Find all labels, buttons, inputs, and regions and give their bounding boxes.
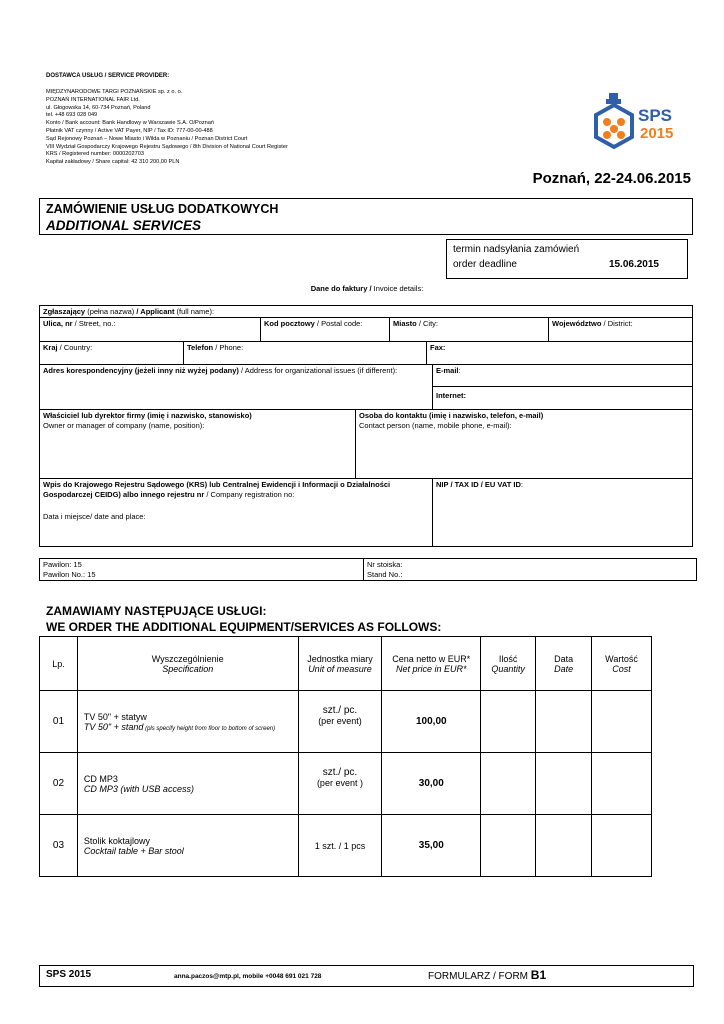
country-field[interactable] — [39, 341, 184, 365]
footer-event: SPS 2015 — [46, 969, 92, 980]
company-registration-field[interactable] — [39, 478, 433, 547]
applicant-label: Zgłaszający — [43, 307, 86, 316]
row-cost-input[interactable] — [592, 815, 652, 877]
row-spec-pl: CD MP3 — [83, 773, 118, 784]
footer-form-code: B1 — [530, 968, 547, 982]
header-price — [382, 637, 481, 691]
stand-label-pl: Nr stoiska: — [367, 560, 403, 569]
form-title-pl: ZAMÓWIENIE USŁUG DODATKOWYCH — [46, 202, 279, 216]
provider-line: MIĘDZYNARODOWE TARGI POZNAŃSKIE sp. z o. o. — [46, 89, 183, 95]
street-label-en: / Street, no.: — [72, 319, 116, 328]
provider-line: KRS / Registered number: 0000202703 — [46, 151, 144, 158]
header-cost-pl: Wartość — [605, 653, 638, 664]
row-lp: 03 — [40, 815, 78, 877]
row-spec-pl: Stolik koktajlowy — [83, 835, 150, 846]
header-price-en: Net price in EUR* — [396, 663, 467, 674]
nip-label: NIP / TAX ID / EU VAT ID — [436, 480, 521, 489]
row-qty-input[interactable] — [481, 753, 536, 815]
row-unit-main: szt./ pc. — [322, 705, 358, 716]
row-spec-en: TV 50" + stand — [83, 721, 144, 732]
row-price: 100,00 — [382, 691, 481, 753]
email-field[interactable] — [432, 364, 693, 387]
provider-line: Konto / Bank account: Bank Handlowy w Warszawie S.A. O/Poznań — [46, 120, 214, 127]
owner-field[interactable] — [39, 409, 356, 479]
header-date — [536, 637, 592, 691]
postal-code-field[interactable] — [260, 317, 390, 342]
stand-label-en: Stand No.: — [367, 570, 403, 579]
postal-label-en: / Postal code: — [314, 319, 363, 328]
provider-line: tel. +48 693 028 049 — [46, 112, 98, 119]
order-heading-en: WE ORDER THE ADDITIONAL EQUIPMENT/SERVICES AS FOLLOWS: — [46, 620, 442, 634]
table-row — [40, 691, 652, 753]
internet-label: Internet: — [436, 391, 466, 400]
row-date-input[interactable] — [536, 753, 592, 815]
header-unit-pl: Jednostka miary — [307, 653, 373, 664]
row-unit-main: szt./ pc. — [322, 767, 358, 778]
row-date-input[interactable] — [536, 815, 592, 877]
row-spec-note: (pls specify height from floor to bottom of screen) — [143, 725, 276, 732]
footer-contact: anna.paczos@mtp.pl, mobile +0048 691 021 728 — [174, 973, 322, 980]
row-unit-sub: (per event) — [318, 716, 362, 726]
header-cost-en: Cost — [612, 663, 631, 674]
footer-box — [39, 965, 694, 987]
deadline-label-pl: termin nadsyłania zamówień — [453, 244, 580, 255]
logo-text-sps: SPS — [638, 106, 673, 125]
pavilion-label-en: Pawilon No.: 15 — [43, 570, 96, 579]
row-lp: 02 — [40, 753, 78, 815]
pavilion-label-pl: Pawilon: 15 — [43, 560, 82, 569]
row-unit — [298, 691, 382, 753]
contact-label: Osoba do kontaktu (imię i nazwisko, telefon, e-mail) — [359, 411, 544, 420]
header-spec — [77, 637, 298, 691]
tax-id-field[interactable] — [432, 478, 693, 547]
table-header-row — [40, 637, 652, 691]
krs-label: Wpis do Krajowego Rejestru Sądowego (KRS) lub Centralnej Ewidencji i Informacji o Działalności Gospodarczej CEIDG) albo innego rejestru nr — [43, 480, 391, 499]
district-label-en: / District: — [601, 319, 633, 328]
city-label: Miasto — [393, 319, 417, 328]
row-spec-pl: TV 50" + statyw — [83, 711, 147, 722]
invoice-label-pl: Dane do faktury / — [310, 284, 372, 293]
header-spec-en: Specification — [162, 663, 214, 674]
logo-hexagon-icon — [596, 93, 632, 147]
row-lp: 01 — [40, 691, 78, 753]
deadline-date: 15.06.2015 — [608, 259, 659, 270]
row-spec — [77, 753, 298, 815]
header-unit — [298, 637, 382, 691]
row-qty-input[interactable] — [481, 691, 536, 753]
pavilion-field[interactable] — [39, 558, 364, 581]
provider-line: VIII Wydział Gospodarczy Krajowego Rejestru Sądowego / 8th Division of National Court Register — [46, 143, 288, 150]
nip-label-colon: : — [520, 480, 523, 489]
contact-person-field[interactable] — [355, 409, 693, 479]
row-price: 30,00 — [382, 753, 481, 815]
header-qty-pl: Ilość — [498, 653, 518, 664]
owner-label: Właściciel lub dyrektor firmy (imię i nazwisko, stanowisko) — [43, 411, 252, 420]
row-unit — [298, 815, 382, 877]
invoice-label-en: Invoice details: — [371, 284, 424, 293]
fax-label: Fax: — [430, 343, 446, 352]
street-label: Ulica, nr — [43, 319, 73, 328]
invoice-details-label — [0, 284, 724, 293]
provider-line: Kapitał zakładowy / Share capital: 42 310 200,00 PLN — [46, 159, 180, 166]
fax-field[interactable] — [426, 341, 693, 365]
country-label-en: / Country: — [57, 343, 93, 352]
krs-label-en: / Company registration no: — [204, 490, 295, 499]
row-price: 35,00 — [382, 815, 481, 877]
header-qty-en: Quantity — [491, 663, 525, 674]
row-spec — [77, 691, 298, 753]
table-row — [40, 815, 652, 877]
city-field[interactable] — [389, 317, 549, 342]
row-date-input[interactable] — [536, 691, 592, 753]
district-label: Województwo — [552, 319, 602, 328]
address-label: Adres korespondencyjny (jeżeli inny niż wyżej podany) — [43, 366, 239, 375]
form-title-box — [39, 198, 693, 235]
header-qty — [481, 637, 536, 691]
phone-label: Telefon — [187, 343, 214, 352]
header-lp — [40, 637, 78, 691]
address-label-en: / Address for organizational issues (if different): — [238, 366, 398, 375]
country-label: Kraj — [43, 343, 58, 352]
email-label: E-mail — [436, 366, 459, 375]
row-spec-en: CD MP3 (with USB access) — [83, 783, 194, 794]
header-unit-en: Unit of measure — [308, 663, 372, 674]
deadline-label-en: order deadline — [453, 259, 517, 270]
row-unit — [298, 753, 382, 815]
sps-logo — [592, 91, 692, 151]
row-spec-en: Cocktail table + Bar stool — [83, 845, 184, 856]
applicant-label-en-note: (full name): — [174, 307, 215, 316]
contact-label-en: Contact person (name, mobile phone, e-mail): — [359, 421, 512, 430]
provider-details — [46, 89, 366, 167]
row-unit-main: 1 szt. / 1 pcs — [314, 840, 366, 851]
phone-field[interactable] — [183, 341, 427, 365]
order-table — [39, 636, 652, 877]
district-field[interactable] — [548, 317, 693, 342]
deadline-box — [446, 239, 688, 279]
footer-form-id — [428, 968, 546, 982]
header-date-pl: Data — [554, 653, 574, 664]
form-title-en: ADDITIONAL SERVICES — [46, 218, 202, 233]
header-date-en: Date — [554, 663, 574, 674]
correspondence-address-field[interactable] — [39, 364, 433, 410]
postal-label: Kod pocztowy — [264, 319, 315, 328]
order-heading — [46, 603, 441, 635]
row-unit-sub: (per event ) — [316, 778, 363, 788]
provider-line: Płatnik VAT czynny / Active VAT Payer, NIP / Tax ID: 777-00-00-488 — [46, 127, 213, 134]
event-city-date: Poznań, 22-24.06.2015 — [532, 170, 691, 187]
order-heading-pl: ZAMAWIAMY NASTĘPUJĄCE USŁUGI: — [46, 604, 267, 618]
provider-line: ul. Głogowska 14, 60-734 Poznań, Poland — [46, 104, 151, 111]
internet-field[interactable] — [432, 386, 693, 410]
applicant-label-en: / Applicant — [136, 307, 175, 316]
footer-form-label: FORMULARZ / FORM — [428, 971, 531, 982]
provider-line: POZNAŃ INTERNATIONAL FAIR Ltd. — [46, 96, 140, 103]
header-cost — [592, 637, 652, 691]
provider-heading: DOSTAWCA USŁUG / SERVICE PROVIDER: — [46, 73, 170, 79]
row-cost-input[interactable] — [592, 691, 652, 753]
stand-number-field[interactable] — [363, 558, 697, 581]
header-price-pl: Cena netto w EUR* — [392, 653, 471, 664]
email-label-colon: : — [458, 366, 461, 375]
row-qty-input[interactable] — [481, 815, 536, 877]
table-row — [40, 753, 652, 815]
owner-label-en: Owner or manager of company (name, position): — [43, 421, 205, 430]
street-field[interactable] — [39, 317, 261, 342]
city-label-en: / City: — [416, 319, 439, 328]
row-cost-input[interactable] — [592, 753, 652, 815]
applicant-label-pl: (pełna nazwa) — [85, 307, 137, 316]
row-spec — [77, 815, 298, 877]
logo-text-year: 2015 — [640, 125, 674, 142]
registration-date-place-label: Data i miejsce/ date and place: — [43, 512, 146, 521]
provider-line: Sąd Rejonowy Poznań – Nowe Miasto i Wilda w Poznaniu / Poznan District Court — [46, 135, 248, 142]
header-lp-label: Lp. — [52, 658, 65, 669]
header-spec-pl: Wyszczególnienie — [151, 653, 224, 664]
phone-label-en: / Phone: — [213, 343, 244, 352]
